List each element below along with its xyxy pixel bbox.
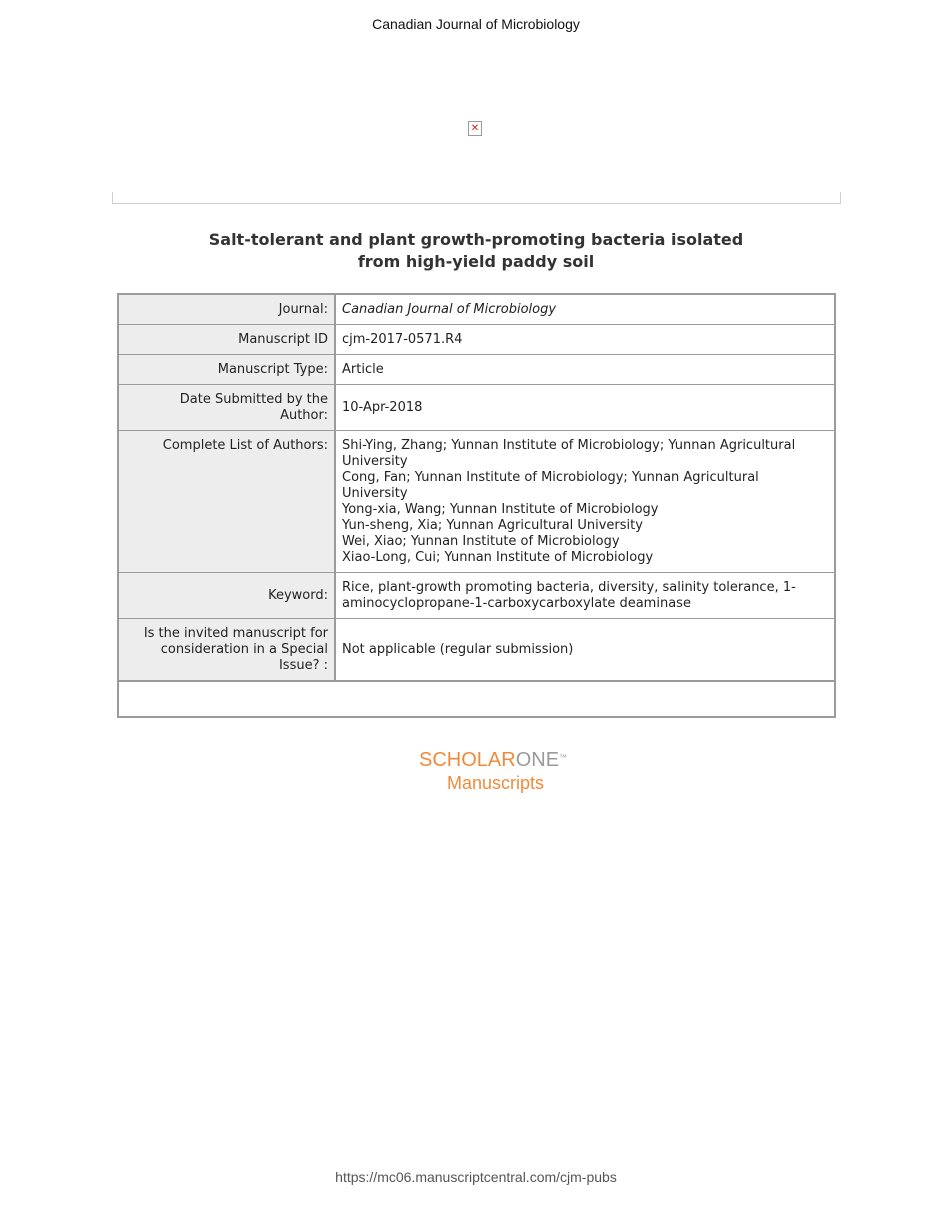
- date-submitted-value: 10-Apr-2018: [335, 385, 835, 431]
- authors-value: [335, 431, 835, 573]
- paper-title-line-1: Salt-tolerant and plant growth-promoting bacteria isolated: [208, 230, 744, 249]
- keyword-value: [335, 573, 835, 619]
- special-issue-label: [118, 619, 335, 682]
- table-row-special-issue: [118, 619, 835, 682]
- special-issue-label-line-3: Issue? :: [278, 658, 328, 673]
- scholarone-logo-one: ONE: [515, 749, 560, 771]
- image-frame-border: [112, 192, 841, 204]
- author-line: University: [342, 454, 408, 469]
- special-issue-value: Not applicable (regular submission): [335, 619, 835, 682]
- table-row-date-submitted: [118, 385, 835, 431]
- date-submitted-label: [118, 385, 335, 431]
- date-submitted-label-line-1: Date Submitted by the: [179, 392, 328, 407]
- author-line: Cong, Fan; Yunnan Institute of Microbiology; Yunnan Agricultural: [342, 470, 759, 485]
- keyword-label: Keyword:: [118, 573, 335, 619]
- broken-image-icon: [468, 121, 482, 136]
- scholarone-logo-tm: ™: [559, 753, 568, 762]
- broken-image-glyph: ✕: [470, 122, 480, 134]
- table-row-keyword: [118, 573, 835, 619]
- author-line: Yong-xia, Wang; Yunnan Institute of Microbiology: [342, 502, 659, 517]
- manuscript-id-label: Manuscript ID: [118, 325, 335, 355]
- author-line: University: [342, 486, 408, 501]
- authors-label: Complete List of Authors:: [118, 431, 335, 573]
- scholarone-logo-wordmark: [419, 748, 567, 772]
- journal-label: Journal:: [118, 294, 335, 325]
- journal-value: Canadian Journal of Microbiology: [335, 294, 835, 325]
- special-issue-label-line-2: consideration in a Special: [160, 642, 328, 657]
- author-line: Xiao-Long, Cui; Yunnan Institute of Microbiology: [342, 550, 654, 565]
- table-row-authors: [118, 431, 835, 573]
- table-row-journal: [118, 294, 835, 325]
- table-row-empty: [118, 681, 835, 717]
- journal-header-title: Canadian Journal of Microbiology: [372, 16, 580, 32]
- keyword-value-line-1: Rice, plant-growth promoting bacteria, diversity, salinity tolerance, 1-: [342, 580, 796, 595]
- table-row-manuscript-type: [118, 355, 835, 385]
- author-line: Wei, Xiao; Yunnan Institute of Microbiology: [342, 534, 620, 549]
- author-line: Yun-sheng, Xia; Yunnan Agricultural University: [342, 518, 643, 533]
- manuscript-id-value: cjm-2017-0571.R4: [335, 325, 835, 355]
- table-row-manuscript-id: [118, 325, 835, 355]
- paper-title-line-2: from high-yield paddy soil: [357, 252, 595, 271]
- special-issue-label-line-1: Is the invited manuscript for: [143, 626, 328, 641]
- manuscript-type-value: Article: [335, 355, 835, 385]
- author-line: Shi-Ying, Zhang; Yunnan Institute of Microbiology; Yunnan Agricultural: [342, 438, 796, 453]
- keyword-value-line-2: aminocyclopropane-1-carboxycarboxylate deaminase: [342, 596, 691, 611]
- footer-url: https://mc06.manuscriptcentral.com/cjm-pubs: [335, 1169, 617, 1185]
- manuscript-type-label: Manuscript Type:: [118, 355, 335, 385]
- manuscript-info-table: [117, 293, 836, 718]
- scholarone-logo: [419, 748, 589, 796]
- scholarone-logo-scholar: SCHOLAR: [419, 749, 516, 771]
- scholarone-logo-manuscripts: Manuscripts: [447, 773, 545, 793]
- date-submitted-label-line-2: Author:: [280, 408, 328, 423]
- paper-title: [0, 229, 952, 273]
- empty-cell: [118, 681, 835, 717]
